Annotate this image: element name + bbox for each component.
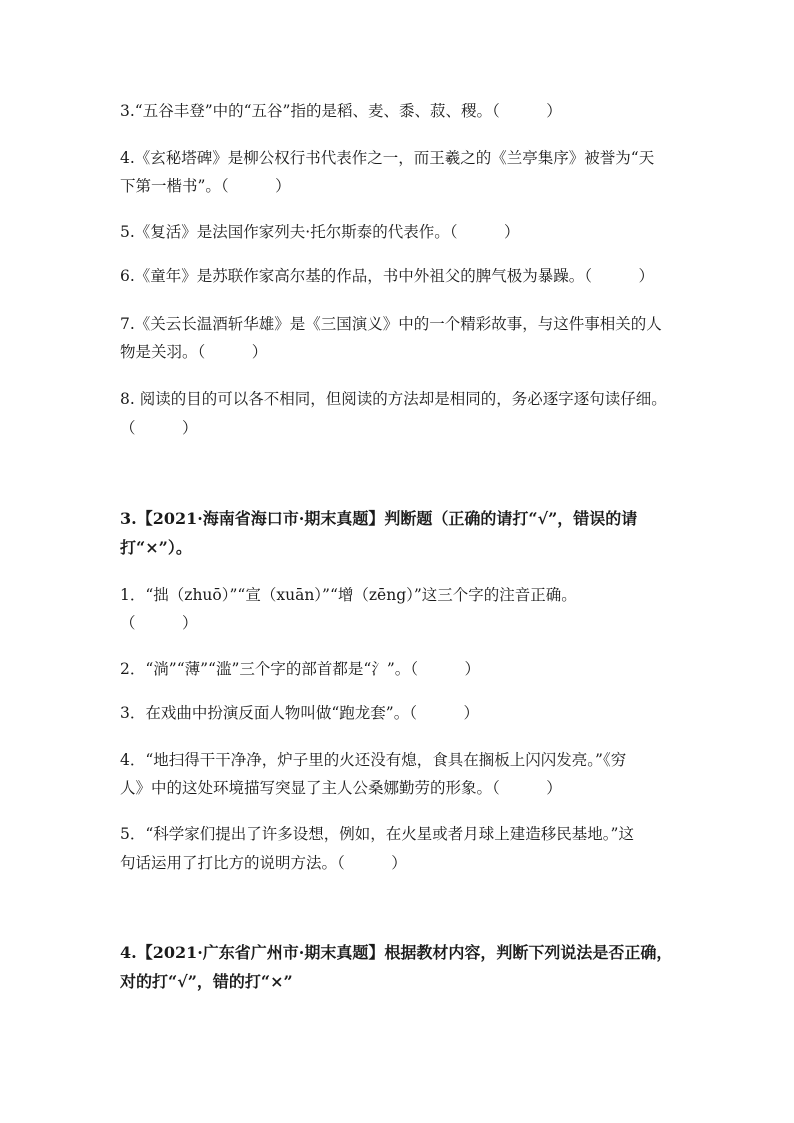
question-7-line-2: 物是关羽。（ ）	[120, 343, 268, 361]
question-8-line-1: 8. 阅读的目的可以各不相同，但阅读的方法却是相同的，务必逐字逐句读仔细。	[120, 390, 667, 408]
question-3-line-1: 3.“五谷丰登”中的“五谷”指的是稻、麦、黍、菽、稷。（ ）	[120, 102, 562, 120]
s2-question-5-line-2: 句话运用了打比方的说明方法。（ ）	[120, 854, 407, 872]
question-8-line-2: （ ）	[120, 419, 198, 437]
s2-question-4-line-1: 4．“地扫得干干净净，炉子里的火还没有熄，食具在搁板上闪闪发亮。”《穷	[120, 751, 627, 769]
question-6-line-1: 6.《童年》是苏联作家高尔基的作品，书中外祖父的脾气极为暴躁。（ ）	[120, 267, 655, 285]
s2-question-4-line-2: 人》中的这处环境描写突显了主人公桑娜勤劳的形象。（ ）	[120, 779, 562, 797]
section-2-heading-line-1: 3.【2021·海南省海口市·期末真题】判断题（正确的请打“√”，错误的请	[120, 509, 638, 528]
question-5-line-1: 5.《复活》是法国作家列夫·托尔斯泰的代表作。（ ）	[120, 223, 520, 241]
question-7-line-1: 7.《关云长温酒斩华雄》是《三国演义》中的一个精彩故事，与这件事相关的人	[120, 315, 662, 333]
s2-question-2-line-1: 2．“淌”“薄”“滥”三个字的部首都是“氵”。（ ）	[120, 660, 481, 678]
section-2-heading-line-2: 打“×”）。	[120, 538, 192, 557]
s2-question-1-line-1: 1．“拙（zhuō）”“宣（xuān）”“增（zēng）”这三个字的注音正确。	[120, 586, 577, 604]
question-4-line-2: 下第一楷书”。（ ）	[120, 177, 291, 195]
s2-question-1-line-2: （ ）	[120, 614, 198, 632]
s2-question-3-line-1: 3．在戏曲中扮演反面人物叫做“跑龙套”。（ ）	[120, 704, 479, 722]
section-3-heading-line-1: 4.【2021·广东省广州市·期末真题】根据教材内容，判断下列说法是否正确，	[120, 943, 673, 962]
section-3-heading-line-2: 对的打“√”，错的打“×”	[120, 972, 293, 991]
question-4-line-1: 4.《玄秘塔碑》是柳公权行书代表作之一，而王羲之的《兰亭集序》被誉为“天	[120, 149, 655, 167]
s2-question-5-line-1: 5．“科学家们提出了许多设想，例如，在火星或者月球上建造移民基地。”这	[120, 825, 634, 843]
